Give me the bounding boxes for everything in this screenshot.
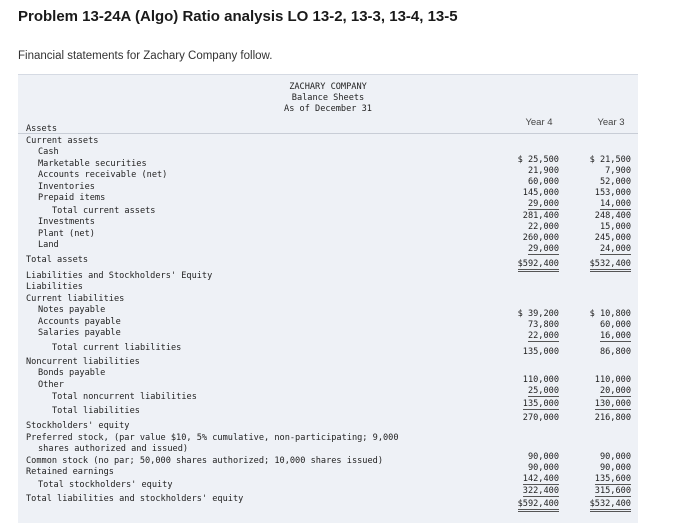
label-preferred-stock-line-1: Preferred stock, (par value $10, 5% cumulative, non-participating; 9,000	[26, 433, 399, 443]
y3-retained-earnings: 135,600	[594, 474, 631, 484]
y3-total-current-liabilities: 86,800	[599, 347, 631, 357]
y4-preferred-stock: 90,000	[527, 452, 559, 462]
label-total-assets: Total assets	[26, 255, 89, 265]
label-retained-earnings: Retained earnings	[26, 467, 114, 477]
label-other: Other	[38, 380, 64, 390]
y3-prepaid-items: 14,000	[599, 199, 631, 209]
label-bonds-payable: Bonds payable	[38, 368, 106, 378]
label-liabilities-and-equity: Liabilities and Stockholders' Equity	[26, 271, 213, 281]
label-liabilities: Liabilities	[26, 282, 83, 292]
y3-investments: 15,000	[599, 222, 631, 232]
y3-total-assets: $532,400	[590, 259, 631, 272]
y4-total-stockholders-equity: 322,400	[522, 486, 559, 496]
y4-land: 29,000	[527, 244, 559, 254]
column-header-year-3: Year 3	[597, 117, 625, 128]
y4-notes-payable: $ 39,200	[517, 309, 559, 319]
y4-inventories: 145,000	[522, 188, 559, 198]
label-inventories: Inventories	[38, 182, 95, 192]
label-marketable-securities: Marketable securities	[38, 159, 147, 169]
y3-total-liabilities: 216,800	[594, 413, 631, 423]
y4-salaries-payable: 22,000	[527, 331, 559, 341]
label-total-liabilities-and-equity: Total liabilities and stockholders' equity	[26, 494, 244, 504]
y3-cash: $ 21,500	[589, 155, 631, 165]
label-assets: Assets	[26, 124, 58, 134]
y3-plant: 245,000	[594, 233, 631, 243]
label-salaries-payable: Salaries payable	[38, 328, 121, 338]
y3-total-current-assets: 248,400	[594, 211, 631, 221]
y4-plant: 260,000	[522, 233, 559, 243]
y4-total-liabilities: 270,000	[522, 413, 559, 423]
statement-name: Balance Sheets	[291, 93, 365, 103]
column-year-3	[571, 75, 631, 523]
y4-total-current-assets: 281,400	[522, 211, 559, 221]
problem-title: Problem 13-24A (Algo) Ratio analysis LO 13-2, 13-3, 13-4, 13-5	[18, 8, 458, 25]
column-year-4	[499, 75, 559, 523]
label-noncurrent-liabilities: Noncurrent liabilities	[26, 357, 140, 367]
label-land: Land	[38, 240, 59, 250]
y4-common-stock: 90,000	[527, 463, 559, 473]
y4-total-liabilities-and-equity: $592,400	[518, 499, 559, 512]
label-cash: Cash	[38, 147, 59, 157]
y4-prepaid-items: 29,000	[527, 199, 559, 209]
label-notes-payable: Notes payable	[38, 305, 106, 315]
y3-common-stock: 90,000	[599, 463, 631, 473]
label-current-assets: Current assets	[26, 136, 99, 146]
y4-total-noncurrent-liabilities: 135,000	[522, 399, 559, 409]
company-name: ZACHARY COMPANY	[289, 82, 367, 92]
y3-total-stockholders-equity: 315,600	[594, 486, 631, 496]
label-stockholders-equity: Stockholders' equity	[26, 421, 130, 431]
y3-total-noncurrent-liabilities: 130,000	[594, 399, 631, 409]
label-current-liabilities: Current liabilities	[26, 294, 125, 304]
label-total-current-assets: Total current assets	[52, 206, 156, 216]
y4-total-assets: $592,400	[518, 259, 559, 272]
y4-total-current-liabilities: 135,000	[522, 347, 559, 357]
y3-preferred-stock: 90,000	[599, 452, 631, 462]
y4-investments: 22,000	[527, 222, 559, 232]
column-header-year-4: Year 4	[525, 117, 553, 128]
label-accounts-receivable: Accounts receivable (net)	[38, 170, 168, 180]
intro-text: Financial statements for Zachary Company follow.	[18, 50, 273, 62]
y3-salaries-payable: 16,000	[599, 331, 631, 341]
y3-land: 24,000	[599, 244, 631, 254]
label-investments: Investments	[38, 217, 95, 227]
y3-other: 20,000	[599, 386, 631, 396]
label-total-stockholders-equity: Total stockholders' equity	[38, 480, 173, 490]
y3-notes-payable: $ 10,800	[589, 309, 631, 319]
y3-inventories: 153,000	[594, 188, 631, 198]
y4-accounts-payable: 73,800	[527, 320, 559, 330]
y4-bonds-payable: 110,000	[522, 375, 559, 385]
y4-cash: $ 25,500	[517, 155, 559, 165]
label-preferred-stock-line-2: shares authorized and issued)	[38, 444, 189, 454]
y4-other: 25,000	[527, 386, 559, 396]
label-plant: Plant (net)	[38, 229, 95, 239]
label-total-liabilities: Total liabilities	[52, 406, 140, 416]
y4-marketable-securities: 21,900	[527, 166, 559, 176]
y3-accounts-receivable: 52,000	[599, 177, 631, 187]
y3-total-liabilities-and-equity: $532,400	[590, 499, 631, 512]
label-accounts-payable: Accounts payable	[38, 317, 121, 327]
y4-retained-earnings: 142,400	[522, 474, 559, 484]
statement-date: As of December 31	[284, 104, 372, 114]
label-total-current-liabilities: Total current liabilities	[52, 343, 182, 353]
balance-sheet	[18, 74, 638, 523]
label-common-stock: Common stock (no par; 50,000 shares authorized; 10,000 shares issued)	[26, 456, 383, 466]
label-prepaid-items: Prepaid items	[38, 193, 106, 203]
y4-accounts-receivable: 60,000	[527, 177, 559, 187]
label-total-noncurrent-liabilities: Total noncurrent liabilities	[52, 392, 197, 402]
y3-bonds-payable: 110,000	[594, 375, 631, 385]
y3-marketable-securities: 7,900	[605, 166, 631, 176]
y3-accounts-payable: 60,000	[599, 320, 631, 330]
